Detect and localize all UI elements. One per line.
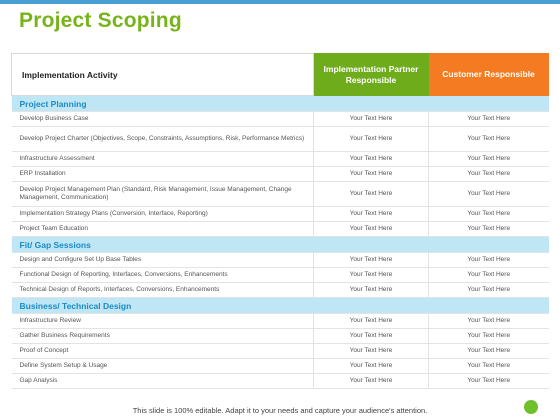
partner-cell: Your Text Here — [314, 344, 429, 359]
customer-cell: Your Text Here — [429, 152, 549, 167]
table-row — [12, 167, 549, 182]
header-customer-responsible: Customer Responsible — [429, 54, 549, 96]
section-header-row — [12, 298, 549, 314]
partner-cell: Your Text Here — [314, 329, 429, 344]
activity-cell: Develop Project Charter (Objectives, Scope, Constraints, Assumptions, Risk, Performance Metrics) — [12, 127, 314, 152]
partner-cell: Your Text Here — [314, 359, 429, 374]
header-activity: Implementation Activity — [12, 54, 314, 96]
table-row — [12, 268, 549, 283]
partner-cell: Your Text Here — [314, 127, 429, 152]
activity-cell: Project Team Education — [12, 222, 314, 237]
table-row — [12, 314, 549, 329]
table-row — [12, 207, 549, 222]
activity-cell: Implementation Strategy Plans (Conversion, Interface, Reporting) — [12, 207, 314, 222]
table-row — [12, 112, 549, 127]
partner-cell: Your Text Here — [314, 374, 429, 389]
footer-dot — [524, 400, 538, 414]
top-accent-bar — [0, 0, 560, 4]
customer-cell: Your Text Here — [429, 314, 549, 329]
customer-cell: Your Text Here — [429, 167, 549, 182]
customer-cell: Your Text Here — [429, 268, 549, 283]
partner-cell: Your Text Here — [314, 112, 429, 127]
customer-cell: Your Text Here — [429, 207, 549, 222]
activity-cell: Technical Design of Reports, Interfaces, Conversions, Enhancements — [12, 283, 314, 298]
table-row — [12, 152, 549, 167]
table-row — [12, 253, 549, 268]
activity-cell: Define System Setup & Usage — [12, 359, 314, 374]
partner-cell: Your Text Here — [314, 268, 429, 283]
customer-cell: Your Text Here — [429, 182, 549, 207]
project-scoping-table — [11, 53, 549, 389]
table-row — [12, 344, 549, 359]
partner-cell: Your Text Here — [314, 152, 429, 167]
partner-cell: Your Text Here — [314, 222, 429, 237]
section-title: Business/ Technical Design — [12, 298, 549, 314]
table-row — [12, 329, 549, 344]
customer-cell: Your Text Here — [429, 222, 549, 237]
activity-cell: Gap Analysis — [12, 374, 314, 389]
activity-cell: Infrastructure Review — [12, 314, 314, 329]
activity-cell: Proof of Concept — [12, 344, 314, 359]
customer-cell: Your Text Here — [429, 359, 549, 374]
table-row — [12, 127, 549, 152]
footer-note: This slide is 100% editable. Adapt it to your needs and capture your audience's attention. — [132, 406, 428, 415]
table-row — [12, 359, 549, 374]
activity-cell: Infrastructure Assessment — [12, 152, 314, 167]
section-header-row — [12, 96, 549, 112]
section-title: Project Planning — [12, 96, 549, 112]
section-header-row — [12, 237, 549, 253]
customer-cell: Your Text Here — [429, 283, 549, 298]
table-body — [12, 96, 549, 389]
partner-cell: Your Text Here — [314, 167, 429, 182]
activity-cell: Develop Project Management Plan (Standard, Risk Management, Issue Management, Change Management, Communication) — [12, 182, 314, 207]
partner-cell: Your Text Here — [314, 253, 429, 268]
section-title: Fit/ Gap Sessions — [12, 237, 549, 253]
partner-cell: Your Text Here — [314, 207, 429, 222]
table-row — [12, 283, 549, 298]
customer-cell: Your Text Here — [429, 253, 549, 268]
table-row — [12, 182, 549, 207]
table-row — [12, 222, 549, 237]
activity-cell: ERP Installation — [12, 167, 314, 182]
activity-cell: Gather Business Requirements — [12, 329, 314, 344]
activity-cell: Develop Business Case — [12, 112, 314, 127]
table-header-row — [12, 54, 549, 96]
customer-cell: Your Text Here — [429, 374, 549, 389]
customer-cell: Your Text Here — [429, 112, 549, 127]
customer-cell: Your Text Here — [429, 127, 549, 152]
header-partner-responsible: Implementation Partner Responsible — [314, 54, 429, 96]
activity-cell: Functional Design of Reporting, Interfaces, Conversions, Enhancements — [12, 268, 314, 283]
customer-cell: Your Text Here — [429, 329, 549, 344]
table-row — [12, 374, 549, 389]
partner-cell: Your Text Here — [314, 182, 429, 207]
customer-cell: Your Text Here — [429, 344, 549, 359]
partner-cell: Your Text Here — [314, 314, 429, 329]
activity-cell: Design and Configure Set Up Base Tables — [12, 253, 314, 268]
page-title: Project Scoping — [19, 9, 182, 32]
partner-cell: Your Text Here — [314, 283, 429, 298]
